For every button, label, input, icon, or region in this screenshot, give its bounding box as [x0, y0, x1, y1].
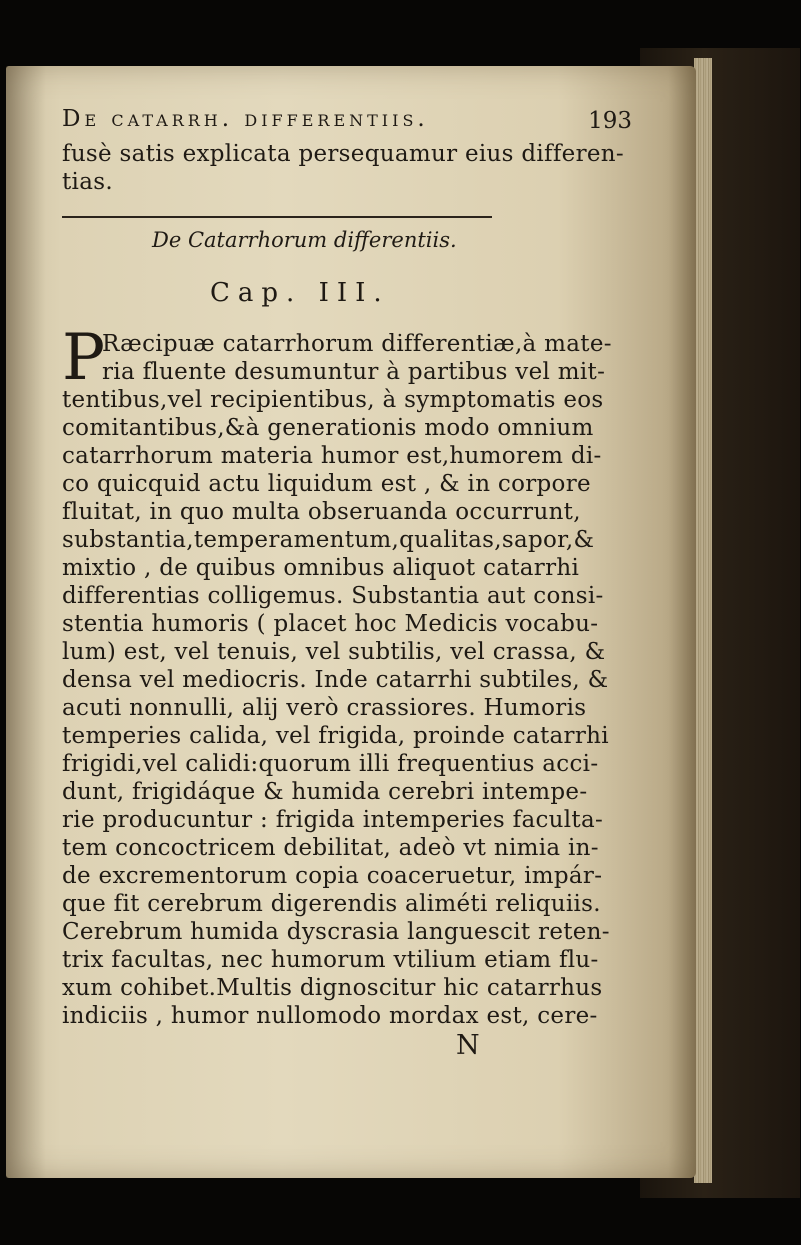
body-line: comitantibus,&à generationis modo omnium — [62, 415, 594, 441]
body-line: tentibus,vel recipientibus, à symptomatis eos — [62, 387, 604, 413]
intro-line: tias. — [62, 169, 113, 195]
body-line: stentia humoris ( placet hoc Medicis vocabu- — [62, 611, 599, 637]
body-line: substantia,temperamentum,qualitas,sapor,& — [62, 527, 595, 553]
body-line: xum cohibet.Multis dignoscitur hic catarrhus — [62, 975, 603, 1001]
drop-cap: P — [62, 321, 106, 395]
body-line: lum) est, vel tenuis, vel subtilis, vel crassa, & — [62, 639, 606, 665]
body-line: temperies calida, vel frigida, proinde catarrhi — [62, 723, 609, 749]
running-title: De catarrh. differentiis. — [62, 106, 429, 132]
body-line: differentias colligemus. Substantia aut consi- — [62, 583, 604, 609]
body-line: tem concoctricem debilitat, adeò vt nimia in- — [62, 835, 599, 861]
body-line: fluitat, in quo multa obseruanda occurrunt, — [62, 499, 581, 525]
signature-mark: N — [456, 1030, 480, 1061]
body-line: de excrementorum copia coaceruetur, impár- — [62, 863, 603, 889]
running-head — [62, 104, 652, 144]
section-rule — [62, 216, 492, 218]
intro-line: fusè satis explicata persequamur eius differen- — [62, 141, 624, 167]
body-line: Cerebrum humida dyscrasia languescit reten- — [62, 919, 610, 945]
body-line: mixtio , de quibus omnibus aliquot catarrhi — [62, 555, 580, 581]
body-line: co quicquid actu liquidum est , & in corpore — [62, 471, 591, 497]
body-line: que fit cerebrum digerendis aliméti reliquiis. — [62, 891, 601, 917]
body-line: trix facultas, nec humorum vtilium etiam flu- — [62, 947, 599, 973]
body-line: catarrhorum materia humor est,humorem di- — [62, 443, 602, 469]
body-line: dunt, frigidáque & humida cerebri intempe- — [62, 779, 588, 805]
body-line: densa vel mediocris. Inde catarrhi subtiles, & — [62, 667, 609, 693]
body-line: ria fluente desumuntur à partibus vel mit- — [102, 359, 606, 385]
body-line: Ræcipuæ catarrhorum differentiæ,à mate- — [102, 331, 612, 357]
body-line: frigidi,vel calidi:quorum illi frequentius acci- — [62, 751, 599, 777]
chapter-heading: Cap. III. — [210, 278, 390, 308]
page-number: 193 — [588, 108, 632, 134]
body-line: acuti nonnulli, alij verò crassiores. Humoris — [62, 695, 587, 721]
page-fore-edges — [694, 58, 712, 1183]
body-line: indiciis , humor nullomodo mordax est, cere- — [62, 1003, 598, 1029]
gutter-shadow — [6, 66, 46, 1178]
section-title: De Catarrhorum differentiis. — [152, 228, 457, 252]
body-line: rie producuntur : frigida intemperies faculta- — [62, 807, 604, 833]
